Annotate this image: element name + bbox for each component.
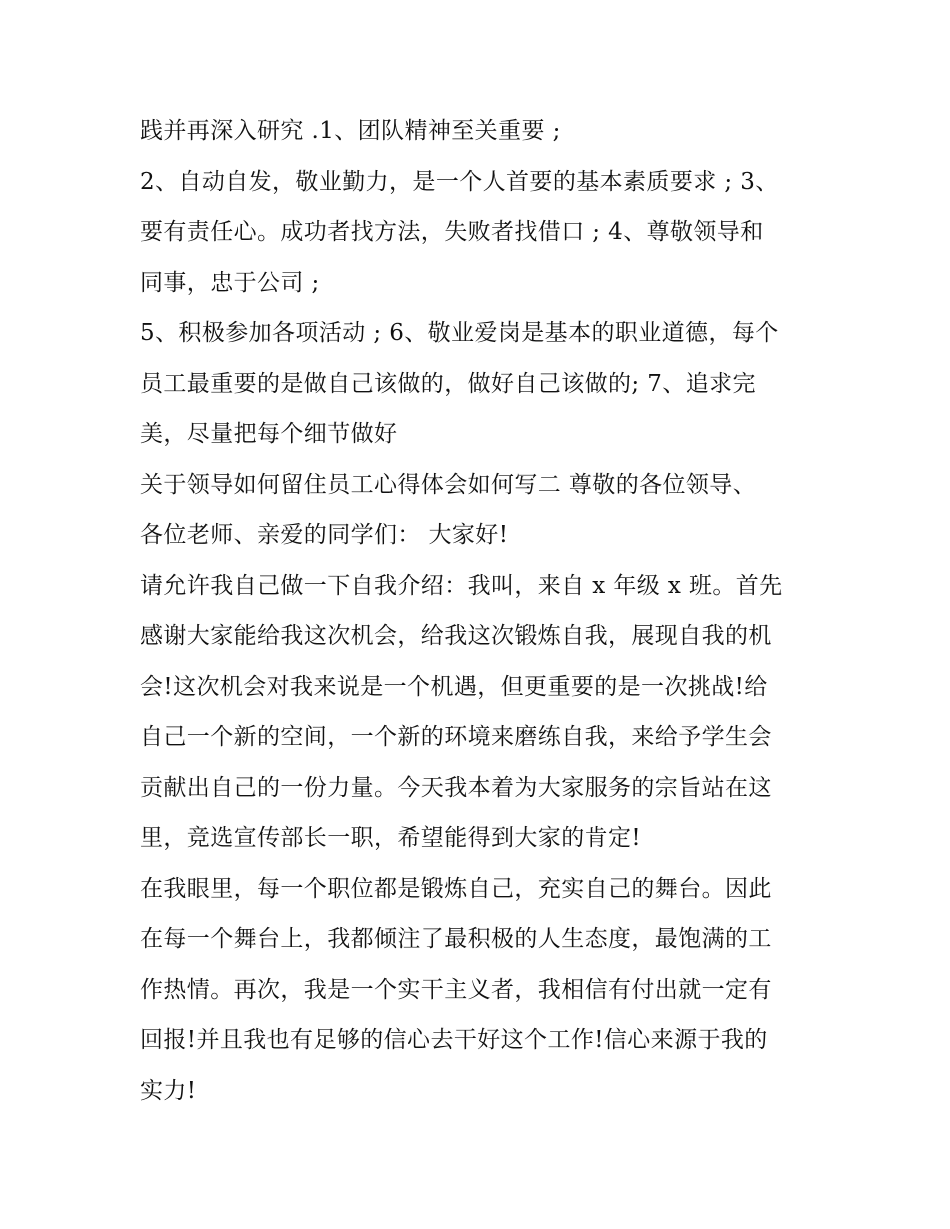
text-line: 感谢大家能给我这次机会，给我这次锻炼自我，展现自我的机 — [140, 623, 772, 649]
text-line: 请允许我自己做一下自我介绍：我叫，来自 x 年级 x 班。首先 — [140, 573, 783, 599]
text-line: 在我眼里，每一个职位都是锻炼自己，充实自己的舞台。因此 — [140, 876, 772, 902]
text-line: 践并再深入研究 .1、团队精神至关重要 ; — [140, 118, 561, 144]
text-line: 关于领导如何留住员工心得体会如何写二 尊敬的各位领导、 — [140, 472, 757, 498]
text-line: 实力! — [140, 1078, 197, 1104]
text-line: 作热情。再次，我是一个实干主义者，我相信有付出就一定有 — [140, 977, 772, 1003]
text-line: 2、自动自发，敬业勤力，是一个人首要的基本素质要求 ; 3、 — [140, 169, 779, 195]
text-line: 各位老师、亲爱的同学们： 大家好! — [140, 522, 509, 548]
text-line: 5、积极参加各项活动 ; 6、敬业爱岗是基本的职业道德，每个 — [140, 320, 779, 346]
text-line: 自己一个新的空间，一个新的环境来磨练自我，来给予学生会 — [140, 724, 772, 750]
text-line: 同事，忠于公司 ; — [140, 270, 320, 296]
text-line: 员工最重要的是做自己该做的，做好自己该做的; 7、追求完 — [140, 371, 756, 397]
text-line: 回报!并且我也有足够的信心去干好这个工作!信心来源于我的 — [140, 1027, 768, 1053]
text-line: 要有责任心。成功者找方法，失败者找借口 ; 4、尊敬领导和 — [140, 219, 764, 245]
text-line: 里，竞选宣传部长一职，希望能得到大家的肯定! — [140, 825, 642, 851]
text-line: 会!这次机会对我来说是一个机遇，但更重要的是一次挑战!给 — [140, 674, 768, 700]
text-line: 贡献出自己的一份力量。今天我本着为大家服务的宗旨站在这 — [140, 775, 772, 801]
text-line: 美，尽量把每个细节做好 — [140, 421, 398, 447]
text-line: 在每一个舞台上，我都倾注了最积极的人生态度，最饱满的工 — [140, 926, 772, 952]
